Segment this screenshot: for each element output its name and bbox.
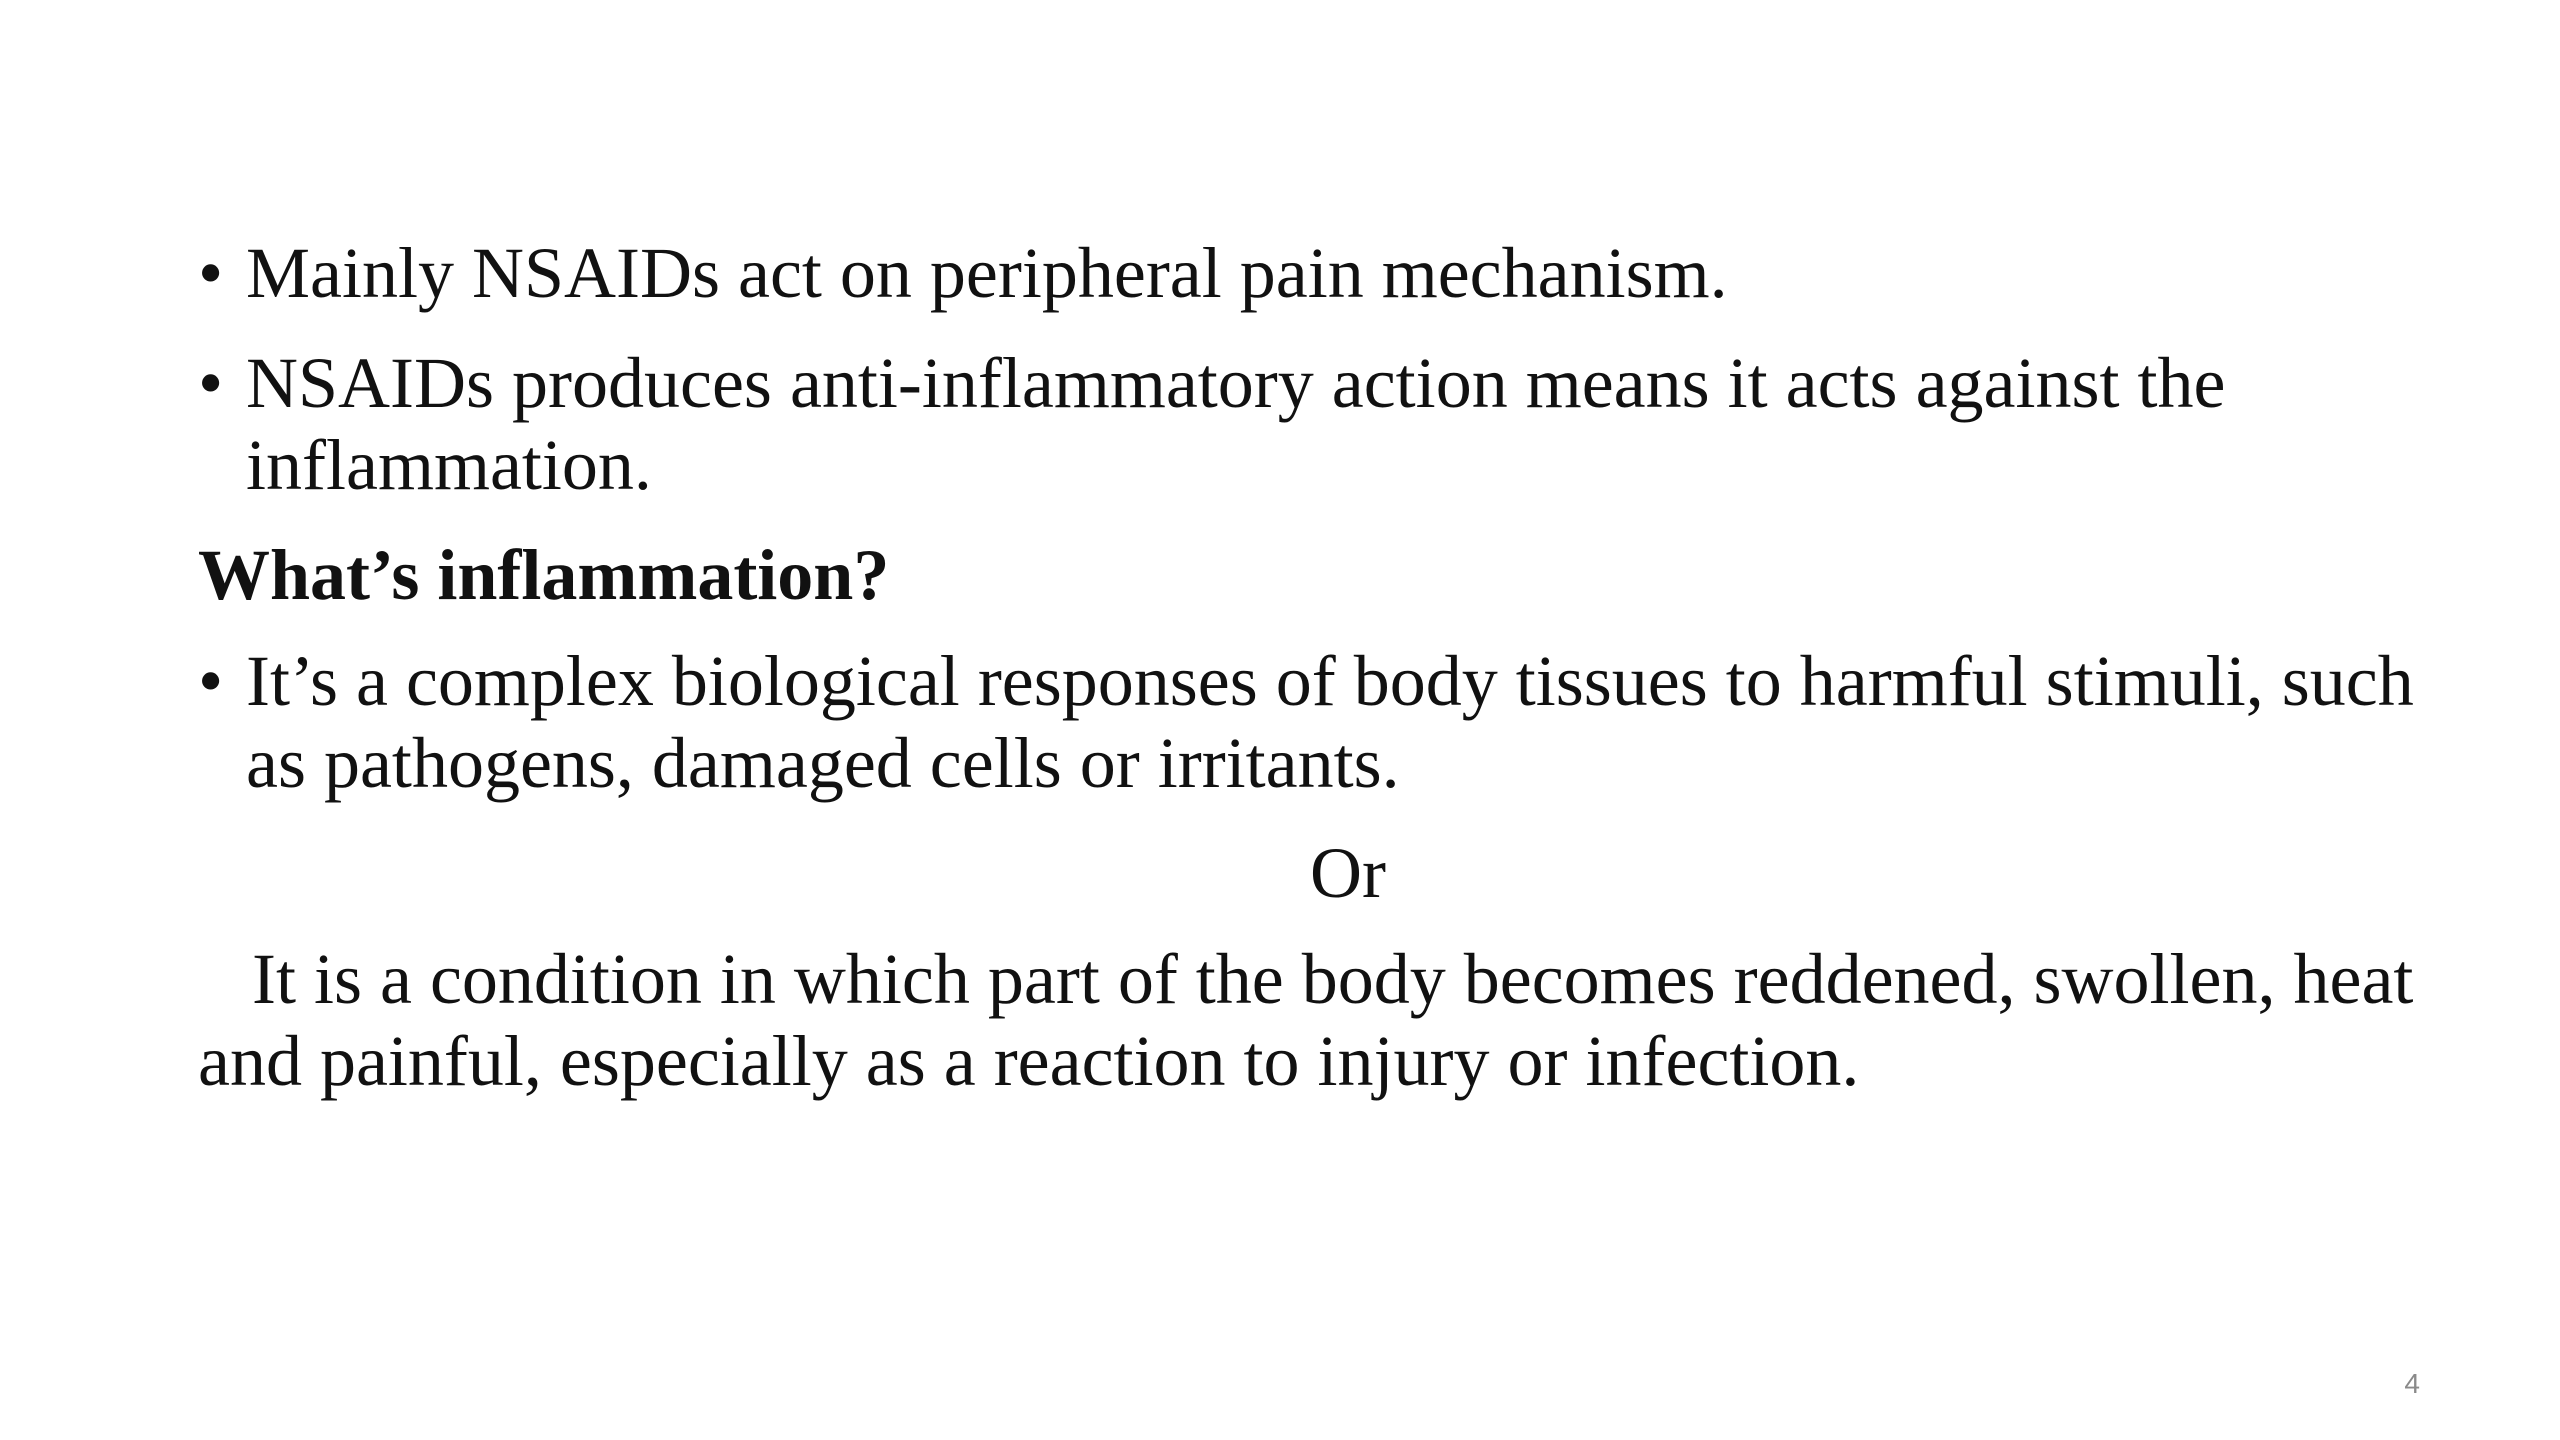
definition-paragraph: It is a condition in which part of the body becomes reddened, swollen, heat and painful, especially as a reaction to injury or infection.	[198, 939, 2414, 1101]
section-heading: What’s inflammation?	[198, 535, 890, 615]
bullet-dot-icon: •	[198, 343, 224, 423]
bullet-item	[198, 640, 2418, 804]
bullet-text: It’s a complex biological responses of body tissues to harmful stimuli, such as pathogens, damaged cells or irritants.	[246, 641, 2414, 803]
bullet-dot-icon: •	[198, 233, 224, 313]
slide-content	[198, 232, 2418, 1102]
bullet-item	[198, 232, 2418, 314]
page-number: 4	[2404, 1368, 2420, 1399]
bullet-dot-icon: •	[198, 641, 224, 721]
bullet-text: Mainly NSAIDs act on peripheral pain mechanism.	[246, 233, 1728, 313]
bullet-text: NSAIDs produces anti-inflammatory action means it acts against the inflammation.	[246, 343, 2226, 505]
or-separator: Or	[1310, 833, 1386, 913]
bullet-item	[198, 342, 2418, 506]
